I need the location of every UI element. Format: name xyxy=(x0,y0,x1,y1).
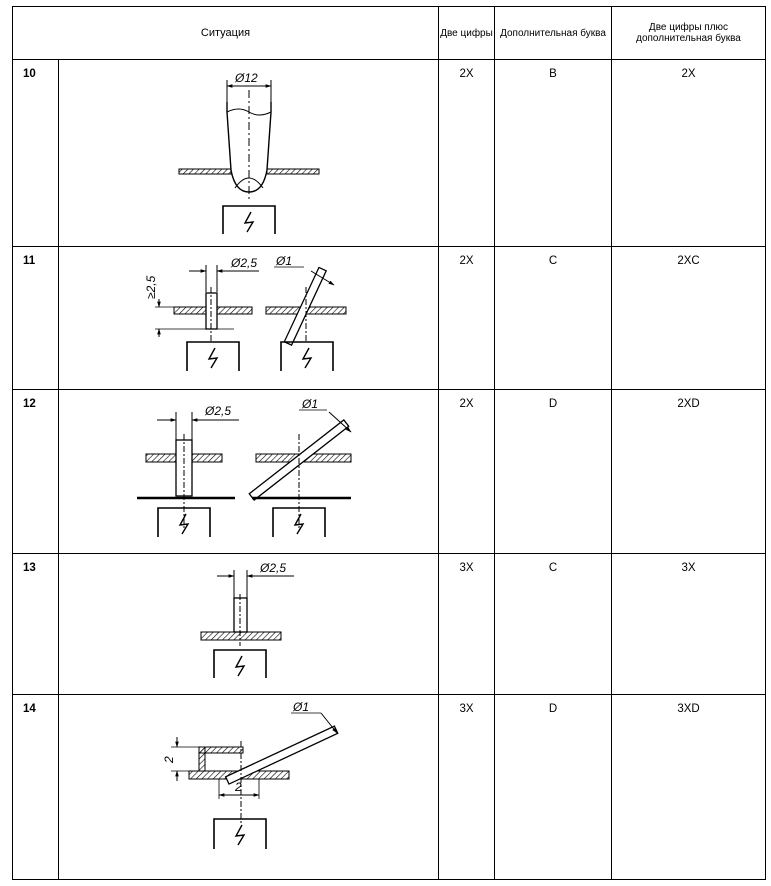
cell-two-digits-plus-letter: 2X xyxy=(612,60,766,247)
dim-width-2: 2 xyxy=(235,780,242,794)
header-two-digits: Две цифры xyxy=(439,7,495,60)
dim-diameter-1: Ø1 xyxy=(276,254,293,268)
cell-additional-letter: C xyxy=(495,247,612,390)
cell-two-digits-plus-letter: 3XD xyxy=(612,695,766,880)
dim-height-2: 2 xyxy=(162,756,176,763)
header-two-digits-plus-letter: Две цифры плюс дополнительная буква xyxy=(612,7,766,60)
cell-two-digits: 3X xyxy=(439,695,495,880)
cell-two-digits-plus-letter: 3X xyxy=(612,554,766,695)
row-number: 14 xyxy=(13,695,59,880)
table-row xyxy=(13,695,766,880)
cell-additional-letter: C xyxy=(495,554,612,695)
ip-code-table xyxy=(12,6,766,880)
situation-drawing-wire-2-5 xyxy=(59,554,439,695)
cell-two-digits-plus-letter: 2XC xyxy=(612,247,766,390)
situation-drawing-probe-through xyxy=(59,390,439,554)
dim-diameter-2-5: Ø2,5 xyxy=(205,404,232,418)
dim-diameter-1: Ø1 xyxy=(302,397,319,411)
row-number: 12 xyxy=(13,390,59,554)
dim-min-depth-2-5: ≥2,5 xyxy=(144,275,158,299)
dim-diameter-1: Ø1 xyxy=(293,700,310,714)
dim-diameter-2-5: Ø2,5 xyxy=(260,561,287,575)
cell-additional-letter: D xyxy=(495,390,612,554)
header-situation: Ситуация xyxy=(13,7,439,60)
situation-drawing-probe-2-5 xyxy=(59,247,439,390)
cell-additional-letter: D xyxy=(495,695,612,880)
situation-drawing-wire-angled xyxy=(59,695,439,880)
cell-two-digits: 2X xyxy=(439,60,495,247)
cell-two-digits-plus-letter: 2XD xyxy=(612,390,766,554)
dim-diameter-2-5: Ø2,5 xyxy=(231,256,258,270)
cell-two-digits: 2X xyxy=(439,390,495,554)
table-row xyxy=(13,60,766,247)
cell-additional-letter: B xyxy=(495,60,612,247)
dim-diameter-12: Ø12 xyxy=(235,71,258,85)
cell-two-digits: 3X xyxy=(439,554,495,695)
table-row xyxy=(13,390,766,554)
row-number: 11 xyxy=(13,247,59,390)
cell-two-digits: 2X xyxy=(439,247,495,390)
situation-drawing-finger xyxy=(59,60,439,247)
table-row xyxy=(13,554,766,695)
row-number: 13 xyxy=(13,554,59,695)
table-header-row xyxy=(13,7,766,60)
row-number: 10 xyxy=(13,60,59,247)
header-additional-letter: Дополнительная буква xyxy=(495,7,612,60)
table-row xyxy=(13,247,766,390)
